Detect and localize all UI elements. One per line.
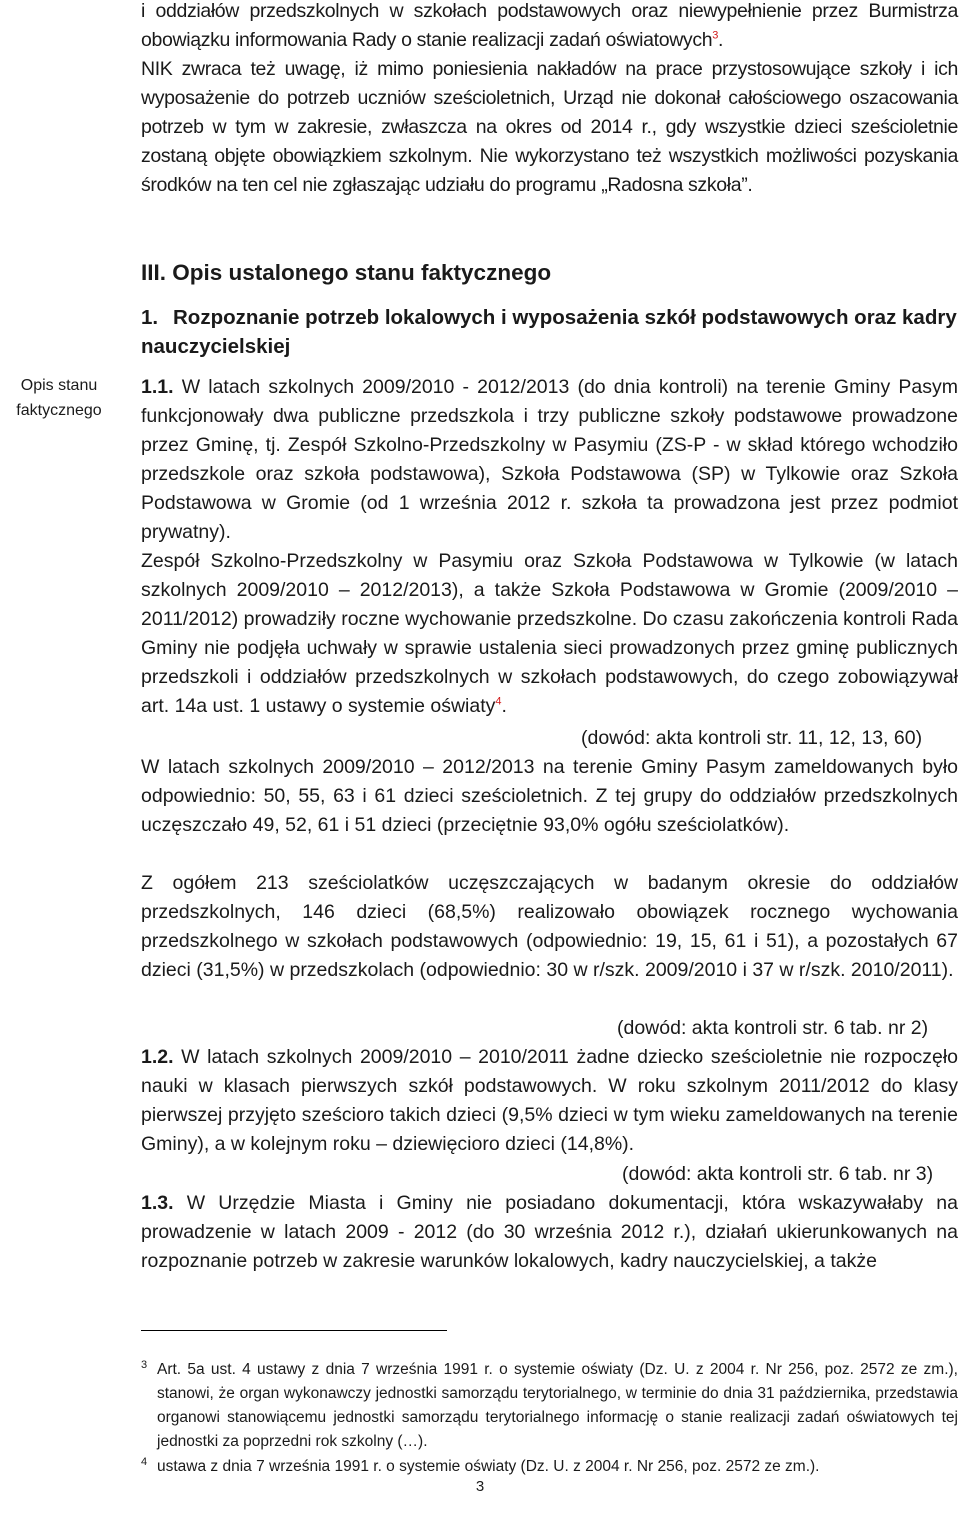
subsection-title: Rozpoznanie potrzeb lokalowych i wyposażenia szkół podstawowych oraz kadry nauczycielskiej xyxy=(141,306,957,358)
paragraph-1-1-b xyxy=(141,547,958,721)
intro-paragraph-1 xyxy=(141,0,958,55)
footnote-4: 4 ustawa z dnia 7 września 1991 r. o systemie oświaty (Dz. U. z 2004 r. Nr 256, poz. 2572 ze zm.). xyxy=(141,1455,820,1475)
margin-label: Opis stanu faktycznego xyxy=(16,377,102,419)
intro-period: . xyxy=(718,29,724,51)
intro-line: i oddziałów przedszkolnych w szkołach podstawowych oraz niewypełnienie przez Burmistrza obowiązku informowania Rady o stanie realizacji zadań oświatowych xyxy=(141,0,958,51)
subsection-number: 1. xyxy=(141,306,159,329)
paragraph-1-1 xyxy=(141,373,958,547)
paragraph-number: 1.1. xyxy=(141,376,174,398)
paragraph-text: W Urzędzie Miasta i Gminy nie posiadano dokumentacji, która wskazywałaby na prowadzenie w latach 2009 - 2012 (do 30 września 2012 r.), działań ukierunkowanych na rozpoznanie potrzeb w zakresie warunków lokalowych, kadry nauczycielskiej, a także xyxy=(141,1192,958,1272)
paragraph-1-1-d: Z ogółem 213 sześciolatków uczęszczających w badanym okresie do oddziałów przedszkolnych, 146 dzieci (68,5%) realizowało obowiązek rocznego wychowania przedszkolnego w szkołach podstawowych (odpowiednio: 19, 15, 61 i 51), a pozostałych 67 dzieci (31,5%) w przedszkolach (odpowiednio: 30 w r/szk. 2009/2010 i 37 w r/szk. 2010/2011). xyxy=(141,872,958,981)
footnote-text: Art. 5a ust. 4 ustawy z dnia 7 września 1991 r. o systemie oświaty (Dz. U. z 2004 r. Nr 256, poz. 2572 ze zm.), stanowi, że organ wykonawczy jednostki samorządu terytorialnego, w terminie do dnia 31 października, przedstawia organowi stanowiącemu jednostki samorządu terytorialnego informację o stanie realizacji zadań oświatowych tej jednostki za poprzedni rok szkolny (…). xyxy=(157,1361,958,1450)
paragraph-text: W latach szkolnych 2009/2010 - 2012/2013 (do dnia kontroli) na terenie Gminy Pasym funkcjonowały dwa publiczne przedszkola i trzy publiczne szkoły podstawowe prowadzone przez Gminę, tj. Zespół Szkolno-Przedszkolny w Pasymiu (ZS-P - w skład którego wchodziło przedszkole oraz szkoła podstawowa), Szkoła Podstawowa (SP) w Tylkowie oraz Szkoła Podstawowa w Gromie (od 1 września 2012 r. szkoła ta prowadzona jest przez podmiot prywatny). xyxy=(141,376,958,543)
section-title: III. Opis ustalonego stanu faktycznego xyxy=(141,260,552,285)
footnote-ref-3[interactable]: 3 xyxy=(712,29,719,42)
footnote-separator xyxy=(141,1330,447,1331)
paragraph-number: 1.2. xyxy=(141,1046,174,1068)
footnote-3: 3 Art. 5a ust. 4 ustawy z dnia 7 września 1991 r. o systemie oświaty (Dz. U. z 2004 r. Nr 256, poz. 2572 ze zm.), stanowi, że organ wykonawczy jednostki samorządu terytorialnego, w terminie do dnia 31 października, przedstawia organowi stanowiącemu jednostki samorządu terytorialnego informację o stanie realizacji zadań oświatowych tej jednostki za poprzedni rok szkolny (…). xyxy=(141,1358,958,1450)
proof-note: (dowód: akta kontroli str. 6 tab. nr 3) xyxy=(622,1163,934,1185)
subsection-heading xyxy=(141,303,958,361)
paragraph-number: 1.3. xyxy=(141,1192,174,1214)
intro-paragraph-2: NIK zwraca też uwagę, iż mimo poniesienia nakładów na prace przystosowujące szkoły i ich wyposażenie do potrzeb uczniów sześcioletnich, Urząd nie dokonał całościowego oszacowania potrzeb w tym w zakresie, zwłaszcza na okres od 2014 r., gdy wszystkie dzieci sześcioletnie zostaną objęte obowiązkiem szkolnym. Nie wykorzystano też wszystkich możliwości pozyskania środków na ten cel nie zgłaszając udziału do programu „Radosna szkoła”. xyxy=(141,58,958,196)
page-number: 3 xyxy=(475,1478,485,1495)
paragraph-text: Zespół Szkolno-Przedszkolny w Pasymiu oraz Szkoła Podstawowa w Tylkowie (w latach szkolnych 2009/2010 – 2012/2013), a także Szkoła Podstawowa w Gromie (2009/2010 – 2011/2012) prowadziły roczne wychowanie przedszkolne. Do czasu zakończenia kontroli Rada Gminy nie podjęła uchwały w sprawie ustalenia sieci prowadzonych przez gminę publicznych przedszkoli i oddziałów przedszkolnych w szkołach podstawowych, do czego zobowiązywał art. 14a ust. 1 ustawy o systemie oświaty xyxy=(141,550,958,717)
footnote-ref-4[interactable]: 4 xyxy=(495,695,502,708)
footnote-text: ustawa z dnia 7 września 1991 r. o systemie oświaty (Dz. U. z 2004 r. Nr 256, poz. 2572 ze zm.). xyxy=(157,1458,820,1475)
paragraph-1-2 xyxy=(141,1043,958,1159)
paragraph-text: W latach szkolnych 2009/2010 – 2010/2011 żadne dziecko sześcioletnie nie rozpoczęło nauki w klasach pierwszych szkół podstawowych. W roku szkolnym 2011/2012 do klasy pierwszej przyjęto sześcioro takich dzieci (9,5% dzieci w tym wieku zameldowanych na terenie Gminy), a w kolejnym roku – dziewięcioro dzieci (14,8%). xyxy=(141,1046,958,1155)
proof-note: (dowód: akta kontroli str. 6 tab. nr 2) xyxy=(617,1017,929,1039)
proof-note: (dowód: akta kontroli str. 11, 12, 13, 60) xyxy=(581,727,923,749)
paragraph-1-1-c: W latach szkolnych 2009/2010 – 2012/2013 na terenie Gminy Pasym zameldowanych było odpowiednio: 50, 55, 63 i 61 dzieci sześcioletnich. Z tej grupy do oddziałów przedszkolnych uczęszczało 49, 52, 61 i 51 dzieci (przeciętnie 93,0% ogółu sześciolatków). xyxy=(141,756,958,836)
paragraph-period: . xyxy=(501,695,507,717)
paragraph-1-3 xyxy=(141,1189,958,1276)
